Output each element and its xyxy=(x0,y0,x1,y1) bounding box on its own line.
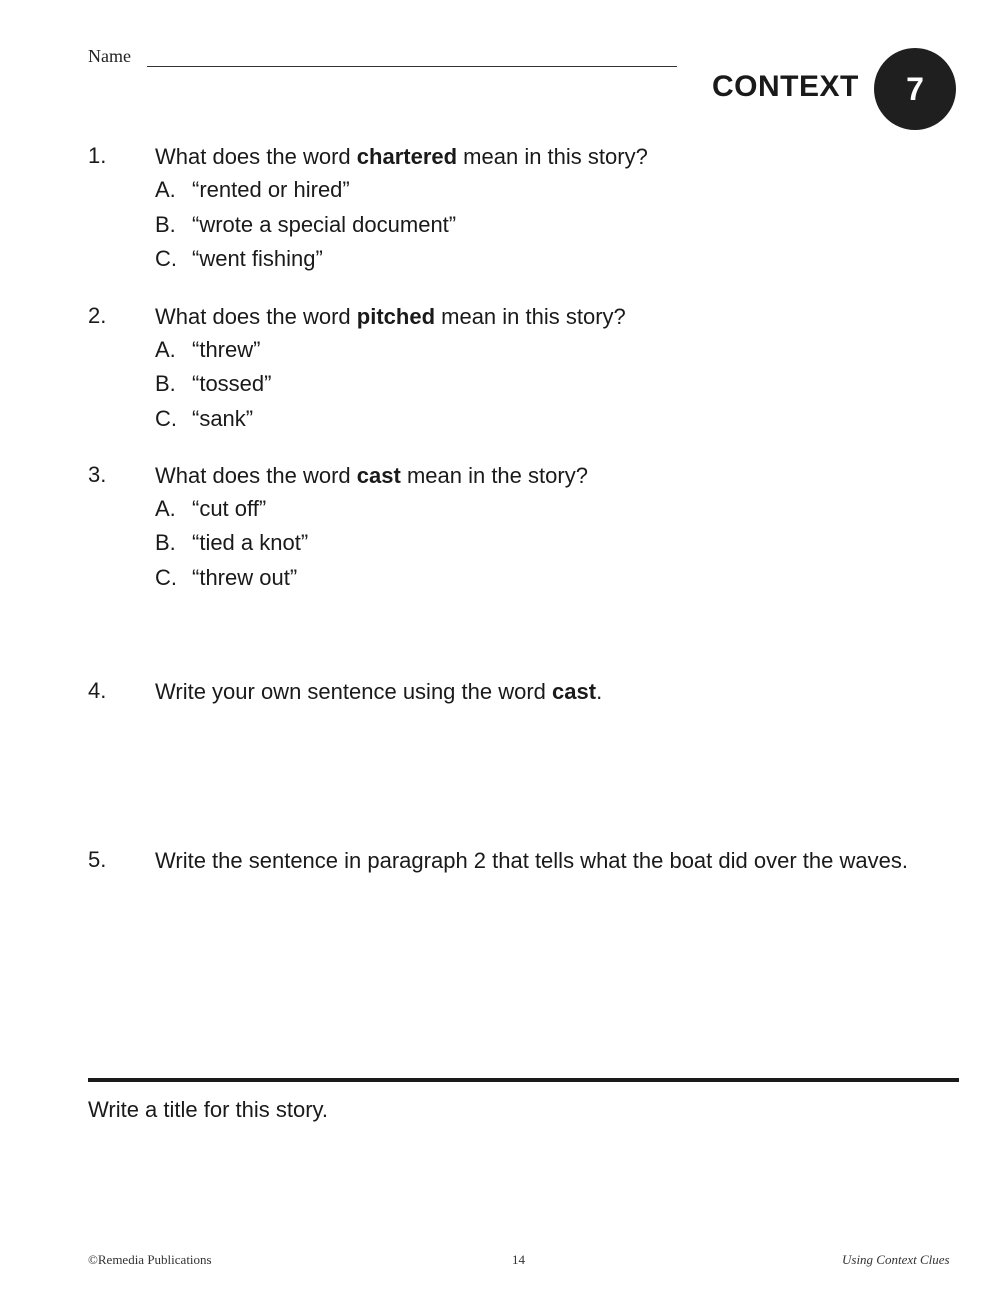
name-field-line[interactable] xyxy=(147,66,677,67)
section-number-badge xyxy=(874,48,956,130)
section-divider xyxy=(88,1078,959,1082)
option-text: “wrote a special document” xyxy=(192,212,457,237)
option-letter: A. xyxy=(155,177,176,202)
answer-option[interactable] xyxy=(155,406,253,432)
option-text: “cut off” xyxy=(192,496,267,521)
question-suffix: mean in this story? xyxy=(435,304,626,329)
question-number: 4. xyxy=(88,678,107,703)
answer-option[interactable] xyxy=(155,246,323,272)
option-letter: C. xyxy=(155,406,177,431)
answer-option[interactable] xyxy=(155,530,308,556)
option-letter: B. xyxy=(155,371,176,396)
answer-option[interactable] xyxy=(155,337,260,363)
question-suffix: . xyxy=(596,679,603,704)
question-number: 1. xyxy=(88,143,107,168)
name-label: Name xyxy=(88,46,131,66)
footer-page-number: 14 xyxy=(512,1252,525,1267)
section-number: 7 xyxy=(906,70,924,107)
question-text xyxy=(155,459,955,493)
question-text: Write the sentence in paragraph 2 that tells what the boat did over the waves. xyxy=(155,848,908,873)
section-title: CONTEXT xyxy=(712,70,859,103)
title-prompt: Write a title for this story. xyxy=(88,1097,329,1122)
question-prefix: What does the word xyxy=(155,463,357,488)
question-number: 3. xyxy=(88,462,107,487)
option-text: “threw out” xyxy=(192,565,298,590)
option-text: “threw” xyxy=(192,337,261,362)
answer-option[interactable] xyxy=(155,496,266,522)
option-text: “tied a knot” xyxy=(192,530,309,555)
option-letter: B. xyxy=(155,530,176,555)
option-letter: B. xyxy=(155,212,176,237)
question-number: 5. xyxy=(88,847,107,872)
question-keyword: cast xyxy=(552,679,597,704)
question-keyword: pitched xyxy=(356,304,436,329)
option-letter: C. xyxy=(155,246,177,271)
question-number: 2. xyxy=(88,303,107,328)
footer-book-title: Using Context Clues xyxy=(842,1252,950,1267)
question-suffix: mean in the story? xyxy=(400,463,588,488)
answer-option[interactable] xyxy=(155,371,271,397)
question-prefix: What does the word xyxy=(155,144,357,169)
question-prefix: What does the word xyxy=(155,304,357,329)
question-keyword: chartered xyxy=(356,144,458,169)
answer-option[interactable] xyxy=(155,565,297,591)
option-letter: A. xyxy=(155,337,176,362)
question-suffix: mean in this story? xyxy=(457,144,648,169)
option-text: “tossed” xyxy=(192,371,272,396)
option-text: “went fishing” xyxy=(192,246,323,271)
option-letter: C. xyxy=(155,565,177,590)
answer-option[interactable] xyxy=(155,177,350,203)
question-prefix: Write your own sentence using the word xyxy=(155,679,553,704)
footer-publisher: ©Remedia Publications xyxy=(88,1252,212,1267)
option-letter: A. xyxy=(155,496,176,521)
option-text: “sank” xyxy=(192,406,254,431)
option-text: “rented or hired” xyxy=(192,177,350,202)
question-text xyxy=(155,300,955,334)
question-keyword: cast xyxy=(356,463,401,488)
question-text xyxy=(155,675,955,709)
answer-option[interactable] xyxy=(155,212,456,238)
question-text xyxy=(155,140,955,174)
